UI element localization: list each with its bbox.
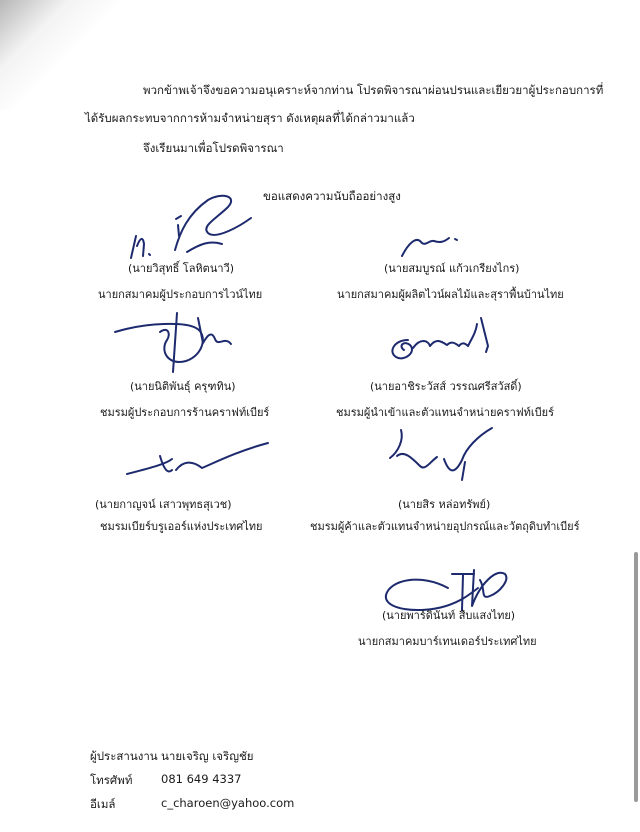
signatory-name-5: (นายกาญจน์ เสาวพุทธสุเวช) bbox=[95, 498, 232, 511]
phone-label: โทรศัพท์ bbox=[90, 773, 133, 787]
signatory-title-5: ชมรมเบียร์บรูเออร์แห่งประเทศไทย bbox=[100, 520, 263, 533]
scrollbar[interactable] bbox=[634, 552, 638, 802]
signatory-title-4: ชมรมผู้นำเข้าและตัวแทนจำหน่ายคราฟท์เบียร์ bbox=[336, 406, 554, 419]
signatory-name-2: (นายสมบูรณ์ แก้วเกรียงไกร) bbox=[384, 262, 520, 275]
signatory-title-7: นายกสมาคมบาร์เทนเดอร์ประเทศไทย bbox=[358, 635, 537, 648]
signatory-name-6: (นายสิร หล่อทรัพย์) bbox=[398, 498, 491, 511]
signatory-name-1: (นายวิสุทธิ์ โลหิตนาวี) bbox=[128, 262, 234, 275]
signatory-title-3: ชมรมผู้ประกอบการร้านคราฟท์เบียร์ bbox=[100, 406, 270, 419]
phone-value: 081 649 4337 bbox=[161, 772, 242, 786]
letter-paragraph-1: พวกข้าพเจ้าจึงขอความอนุเคราะห์จากท่าน โปรดพิจารณาผ่อนปรนและเยียวยาผู้ประกอบการที่ bbox=[143, 83, 604, 97]
email-value: c_charoen@yahoo.com bbox=[161, 796, 295, 810]
signatory-name-7: (นายพาร์ดินันท์ สืบแสงไทย) bbox=[382, 609, 516, 622]
closing-respect: ขอแสดงความนับถืออย่างสูง bbox=[263, 189, 401, 203]
signatory-name-3: (นายนิติพันธุ์ ครุฑทิน) bbox=[130, 380, 236, 393]
signatory-title-1: นายกสมาคมผู้ประกอบการไวน์ไทย bbox=[98, 288, 263, 301]
signatory-title-2: นายกสมาคมผู้ผลิตไวน์ผลไม้และสุราพื้นบ้านไทย bbox=[337, 288, 564, 301]
signatory-name-4: (นายอาชิระวัสส์ วรรณศรีสวัสดิ์) bbox=[370, 380, 522, 393]
coordinator-value: นายเจริญ เจริญชัย bbox=[161, 749, 254, 763]
letter-paragraph-3: จึงเรียนมาเพื่อโปรดพิจารณา bbox=[143, 141, 284, 155]
email-label: อีเมล์ bbox=[90, 797, 116, 811]
coordinator-label: ผู้ประสานงาน bbox=[90, 749, 158, 763]
signatory-title-6: ชมรมผู้ค้าและตัวแทนจำหน่ายอุปกรณ์และวัตถุดิบทำเบียร์ bbox=[310, 520, 580, 533]
letter-paragraph-2: ได้รับผลกระทบจากการห้ามจำหน่ายสุรา ดังเหตุผลที่ได้กล่าวมาแล้ว bbox=[85, 111, 415, 125]
